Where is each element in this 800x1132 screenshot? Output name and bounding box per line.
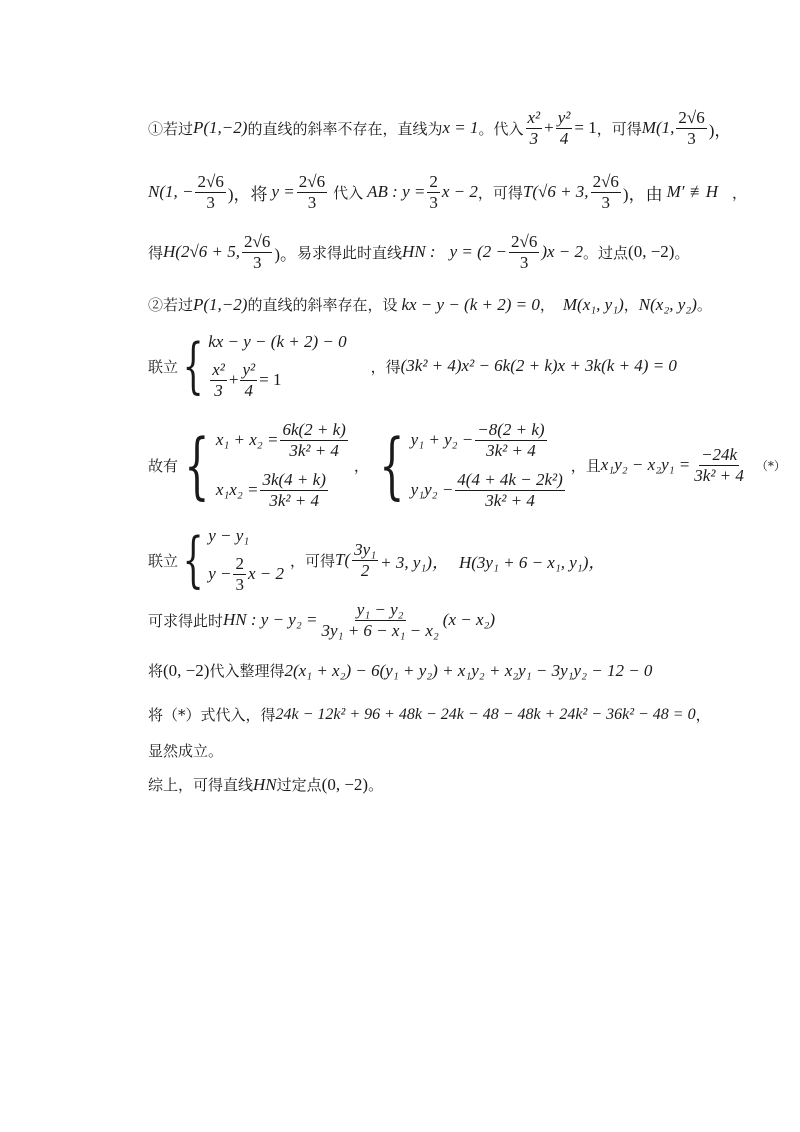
text-fragment: 。代入 (478, 119, 524, 138)
ellipse-y-term: $\frac{\text{y²}}{4}$ (557, 108, 571, 148)
line-hn-fraction: $\frac{2√6}{3}$ (510, 232, 538, 272)
y-equals: y = (271, 182, 295, 202)
solution-line-9 (148, 660, 652, 681)
text-fragment: 。过点 (583, 243, 629, 262)
text-fragment: x − 2 (441, 182, 478, 202)
equals-one: = 1 (574, 118, 597, 138)
left-brace: { (182, 331, 204, 402)
conclusion-check: 显然成立。 (148, 742, 224, 760)
plus-sign: + (544, 118, 554, 138)
solution-line-8 (148, 600, 495, 640)
point-t-y-coordinate: $\frac{2√6}{3}$ (592, 172, 619, 212)
left-brace: { (184, 423, 210, 508)
text-fragment: 的直线的斜率存在，设 (247, 296, 398, 314)
text-fragment: 。 (368, 776, 384, 794)
text-fragment: (x − x₂) (442, 610, 496, 630)
x-product-row: x₁x₂ = $\frac{3k(4 + k)}{\text{3k² + 4}}$ (215, 470, 326, 510)
condition-equation: 2(x₁ + x₂) − 6(y₁ + y₂) + x₁y₂ + x₂y₁ − 3y₁y₂ − 12 − 0 (284, 660, 653, 680)
point-t: T(√6 + 3, (522, 182, 589, 202)
y-vieta-system (373, 420, 567, 510)
fixed-point: (0, −2) (628, 242, 675, 262)
y-value-fraction: $\frac{2√6}{3}$ (298, 172, 326, 212)
point-n-y-coordinate: $\frac{2√6}{3}$ (197, 172, 224, 212)
point-n: N(x₂, y₂) (638, 294, 697, 314)
text-fragment: ，可得 (477, 183, 523, 202)
system-row-2: $\frac{\text{x²}}{3}$ + $\frac{\text{y²}}{4}$ = 1 (212, 360, 282, 400)
line-hn-equation: HN : y − y₂ = (223, 610, 318, 630)
equation-system (178, 526, 284, 594)
solution-line-7 (148, 526, 605, 594)
text-fragment: 可求得此时 (148, 611, 224, 630)
cross-term-fraction: $\frac{-24k}{\text{3k² + 4}}$ (694, 445, 744, 485)
line-hn-label: HN (253, 774, 277, 794)
y-sum-row: y₁ + y₂ − $\frac{-8(2 + k)}{\text{3k² + 4}}$ (410, 420, 545, 460)
text-fragment: ，可得 (290, 551, 336, 570)
y-product-row: y₁y₂ − $\frac{\text{4(4 + 4k − 2k²)}}{\text{3k² + 4}}$ (410, 470, 563, 510)
text-fragment: M′ ≢H (666, 182, 718, 202)
solution-line-12 (148, 774, 383, 795)
equation-system (178, 332, 347, 400)
solution-line-5 (148, 332, 677, 400)
text-fragment: ， (353, 456, 369, 475)
text-fragment: 将 (148, 662, 164, 680)
point-t-x-fraction: $\frac{\text{3y₁}}{2}$ (354, 540, 377, 580)
text-fragment: ， (623, 296, 639, 314)
text-fragment: + 3, y₁)， (380, 552, 449, 572)
text-fragment: 。 (674, 243, 690, 262)
solution-line-4 (148, 294, 712, 315)
solution-line-3 (148, 232, 689, 272)
solution-line-6 (148, 420, 786, 510)
text-fragment: 将（*）式代入，得 (148, 706, 276, 724)
line-hn-slope: $\frac{\text{y₁ − y₂}}{\text{3y₁ + 6 − x₁ − x₂}}$ (321, 600, 439, 640)
substituted-equation: 24k − 12k² + 96 + 48k − 24k − 48 − 48k + 24k² − 36k² − 48 = 0 (275, 705, 696, 723)
line-hn-equation: y = (2 − (449, 242, 507, 262)
solution-line-1 (148, 108, 731, 148)
system-label: 联立 (148, 551, 179, 570)
text-fragment: 得 (148, 243, 164, 262)
line-ab-equation: AB : y = (367, 182, 426, 202)
text-fragment: )。 (274, 244, 298, 264)
point-t: T( (335, 550, 351, 570)
solution-line-10 (148, 704, 711, 725)
point-h-y-coordinate: $\frac{2√6}{3}$ (244, 232, 271, 272)
text-fragment: ，可得 (596, 119, 642, 138)
point-m: M(1, (641, 118, 675, 138)
line-equation: kx − y − (k + 2) = 0 (401, 294, 540, 314)
text-fragment: )，将 (227, 184, 268, 204)
quadratic-result: (3k² + 4)x² − 6k(2 + k)x + 3k(k + 4) = 0 (400, 356, 677, 376)
point-m: M(x₁, y₁) (562, 294, 624, 314)
left-brace: { (379, 423, 405, 508)
text-fragment: )x − 2 (541, 242, 584, 262)
text-fragment: 。 (696, 296, 712, 314)
text-fragment: ， (539, 296, 555, 314)
case-one-intro: ①若过 (148, 119, 194, 138)
slope-fraction: $\frac{2}{3}$ (429, 172, 438, 212)
star-marker: （*） (755, 458, 786, 473)
text-fragment: 易求得此时直线 (297, 243, 403, 262)
text-fragment: 综上，可得直线 (148, 776, 254, 794)
point-p: P(1,−2) (193, 294, 248, 314)
cross-term: x₁y₂ − x₂y₁ = (600, 455, 691, 475)
solution-line-11 (148, 740, 223, 761)
text-fragment: ，且 (570, 456, 601, 475)
left-brace: { (182, 525, 204, 596)
point-h: H(3y₁ + 6 − x₁, y₁)， (458, 552, 606, 572)
line-hn-label: HN : (402, 242, 436, 262)
text-fragment: 过定点 (276, 776, 322, 794)
x-vieta-system (178, 420, 350, 510)
x-sum-row: x₁ + x₂ = $\frac{6k(2 + k)}{\text{3k² + 4}}$ (215, 420, 346, 460)
text-fragment: )，由 (622, 184, 663, 204)
text-fragment: )， (708, 120, 732, 140)
case-two-intro: ②若过 (148, 296, 194, 314)
system-row-1: kx − y − (k + 2) − 0 (208, 332, 347, 351)
line-equation: x = 1 (442, 118, 479, 138)
system-row-2: y − $\frac{2}{3}$ x − 2 (208, 554, 285, 594)
point-n: N(1, − (148, 182, 194, 202)
fixed-point: (0, −2) (321, 774, 369, 794)
point-p: P(1,−2) (193, 118, 248, 138)
fixed-point: (0, −2) (163, 660, 210, 680)
ellipse-x-term: $\frac{\text{x²}}{3}$ (527, 108, 541, 148)
text-fragment: ， (695, 706, 711, 724)
text-fragment: 的直线的斜率不存在，直线为 (247, 119, 443, 138)
text-fragment: ， (732, 183, 748, 202)
solution-line-2 (148, 172, 747, 212)
point-m-y-coordinate: $\frac{2√6}{3}$ (678, 108, 705, 148)
text-fragment: 代入整理得 (209, 662, 285, 680)
system-label: 联立 (148, 357, 179, 376)
point-h: H(2√6 + 5, (163, 242, 241, 262)
text-fragment: ，得 (370, 357, 401, 376)
system-row-1: y − y₁ (208, 526, 250, 545)
text-fragment: 代入 (333, 183, 364, 202)
vieta-label: 故有 (148, 456, 179, 475)
